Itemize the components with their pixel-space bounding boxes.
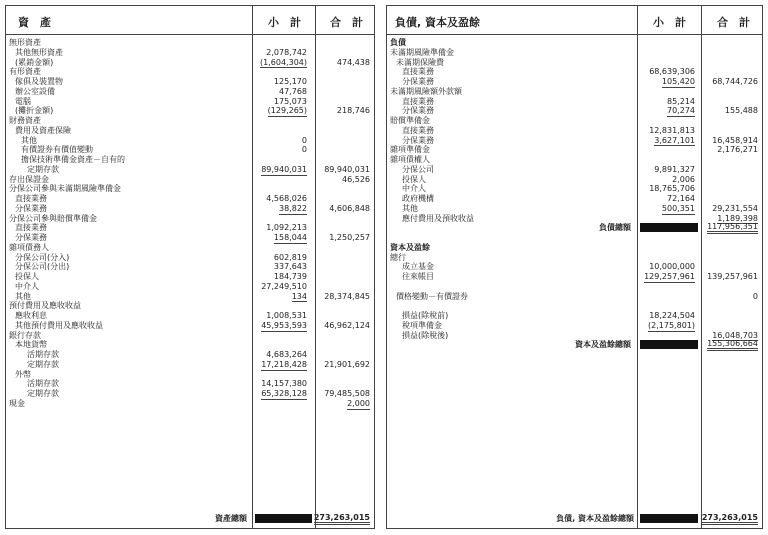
left-row	[6, 389, 374, 399]
row-label: 分保公司(分出)	[15, 262, 70, 272]
right-row	[387, 126, 762, 136]
row-label: 活期存款	[27, 379, 59, 389]
left-row	[6, 116, 374, 126]
row-label: 其他	[21, 135, 37, 145]
row-label: 總行	[390, 252, 406, 262]
assets-total-label: 資產總額	[215, 514, 247, 523]
left-row	[6, 233, 374, 243]
assets-header	[6, 6, 374, 35]
row-subtotal: 12,831,813	[649, 125, 695, 135]
row-subtotal: (2,175,801)	[648, 320, 695, 330]
row-subtotal: 129,257,961	[644, 272, 695, 281]
row-label: 傢俱及裝置物	[15, 77, 63, 86]
row-subtotal: 2,078,742	[266, 47, 307, 57]
right-row	[387, 311, 762, 321]
row-label: 銀行存款	[9, 330, 41, 340]
row-total: 28,374,845	[324, 291, 370, 301]
row-label: 其他無形資產	[15, 47, 63, 57]
right-row	[387, 155, 762, 165]
left-row	[6, 292, 374, 302]
left-row	[6, 77, 374, 87]
row-label: 現金	[9, 398, 25, 408]
right-row	[387, 48, 762, 58]
right-row	[387, 58, 762, 68]
row-total: 2,176,271	[717, 145, 758, 155]
left-row	[6, 262, 374, 272]
right-row	[387, 194, 762, 204]
row-subtotal: 2,006	[672, 174, 695, 184]
row-subtotal: 65,328,128	[261, 389, 307, 398]
left-row	[6, 311, 374, 321]
row-label: 無形資產	[9, 38, 41, 47]
left-row	[6, 58, 374, 68]
row-label: 資本及盈餘	[390, 242, 430, 252]
row-subtotal: 14,157,380	[261, 379, 307, 389]
right-row	[387, 87, 762, 97]
left-row	[6, 379, 374, 389]
row-subtotal: 4,568,026	[266, 194, 307, 203]
left-row	[6, 165, 374, 175]
row-label: 其他預付費用及應收收益	[15, 320, 103, 330]
row-label: 價格變動－有價證券	[396, 291, 468, 301]
row-label: 未滿期保險費	[396, 57, 444, 67]
row-label: 擔保技術準備金資產－自有的	[21, 155, 125, 164]
right-row	[387, 214, 762, 224]
row-subtotal: (129,265)	[267, 106, 307, 116]
left-row	[6, 48, 374, 58]
row-subtotal: 68,639,306	[649, 67, 695, 77]
liabilities-rows	[387, 38, 762, 350]
right-row	[387, 204, 762, 214]
right-row	[387, 282, 762, 292]
row-subtotal: 45,953,593	[261, 320, 307, 330]
liabilities-footer	[387, 513, 762, 524]
row-label: 稅項準備金	[402, 320, 442, 330]
row-subtotal: 158,044	[273, 233, 307, 242]
right-row	[387, 340, 762, 350]
row-label: 中介人	[15, 281, 39, 291]
row-label: 未滿期風險額外款額	[390, 86, 462, 96]
row-total: 29,231,554	[712, 203, 758, 213]
row-label: 損益(除稅後)	[402, 330, 449, 340]
right-row	[387, 321, 762, 331]
left-row	[6, 194, 374, 204]
row-label: 直接業務	[402, 67, 434, 77]
left-row	[6, 282, 374, 292]
row-total: 218,746	[336, 106, 370, 116]
left-row	[6, 126, 374, 136]
row-label: 分保公司(分入)	[15, 252, 70, 262]
right-row	[387, 97, 762, 107]
row-label: 存出保證金	[9, 174, 49, 184]
row-label: 分保公司參與賠償準備金	[9, 213, 97, 223]
left-row	[6, 67, 374, 77]
liabilities-header	[387, 6, 762, 35]
row-label: 其他	[15, 291, 31, 301]
row-label: 直接業務	[15, 194, 47, 203]
row-label: 分保業務	[402, 106, 434, 116]
right-row	[387, 175, 762, 185]
row-label: 中介人	[402, 184, 426, 194]
left-row	[6, 106, 374, 116]
left-row	[6, 321, 374, 331]
row-total: 1,250,257	[329, 233, 370, 242]
assets-rows	[6, 38, 374, 409]
right-row	[387, 136, 762, 146]
row-subtotal: 38,822	[279, 203, 307, 213]
row-total: 0	[752, 291, 758, 301]
left-row	[6, 360, 374, 370]
row-label: 直接業務	[15, 223, 47, 233]
row-label: 電腦	[15, 96, 31, 106]
row-label: 活期存款	[27, 350, 59, 359]
right-row	[387, 165, 762, 175]
left-row	[6, 97, 374, 107]
row-total: 1,189,398	[717, 213, 758, 223]
row-label: 本地貨幣	[15, 340, 47, 350]
row-label: (攤折金額)	[15, 106, 54, 116]
assets-header-subtotal: 小 計	[268, 16, 301, 29]
row-subtotal: 9,891,327	[654, 164, 695, 174]
row-subtotal: 184,739	[273, 272, 307, 281]
row-subtotal: 27,249,510	[261, 281, 307, 291]
right-row	[387, 292, 762, 302]
left-row	[6, 155, 374, 165]
right-row	[387, 38, 762, 48]
row-subtotal: 70,274	[667, 106, 695, 116]
left-row	[6, 253, 374, 263]
liabilities-header-item: 負債, 資本及盈餘	[395, 16, 481, 29]
left-row	[6, 350, 374, 360]
right-row	[387, 233, 762, 243]
row-subtotal: 0	[301, 135, 307, 145]
row-total: 68,744,726	[712, 77, 758, 86]
row-label: 應付費用及預收收益	[402, 213, 474, 223]
row-subtotal: 10,000,000	[649, 262, 695, 272]
row-label: 外幣	[15, 369, 31, 379]
left-row	[6, 145, 374, 155]
row-total: 46,962,124	[324, 320, 370, 330]
right-row	[387, 116, 762, 126]
row-label: 定期存款	[27, 359, 59, 369]
row-label: 未滿期風險準備金	[390, 47, 454, 57]
row-total: 46,526	[342, 174, 370, 184]
row-label: 定期存款	[27, 389, 59, 398]
row-label: 賠償準備金	[390, 116, 430, 125]
row-label: 預付費用及應收收益	[9, 301, 81, 311]
row-subtotal: 89,940,031	[261, 164, 307, 174]
row-label: 政府機構	[402, 194, 434, 203]
right-row	[387, 145, 762, 155]
row-subtotal: 4,683,264	[266, 350, 307, 359]
row-label: 辦公室設備	[15, 86, 55, 96]
assets-header-item: 資 產	[18, 16, 51, 29]
left-row	[6, 243, 374, 253]
row-label: 成立基金	[402, 262, 434, 272]
right-row	[387, 253, 762, 263]
row-label: 往來帳目	[402, 272, 434, 281]
row-subtotal: 125,170	[273, 77, 307, 86]
assets-footer	[6, 513, 374, 524]
row-total: 16,458,914	[712, 135, 758, 145]
row-subtotal: 1,092,213	[266, 223, 307, 233]
left-row	[6, 370, 374, 380]
right-row	[387, 223, 762, 233]
row-label: 定期存款	[27, 164, 59, 174]
row-label: 雜項債務人	[9, 242, 49, 252]
left-row	[6, 184, 374, 194]
right-row	[387, 77, 762, 87]
row-subtotal: 337,643	[273, 262, 307, 272]
row-label: (累銷金額)	[15, 57, 54, 67]
assets-header-total: 合 計	[330, 16, 363, 29]
right-row	[387, 262, 762, 272]
row-label: 財務資產	[9, 116, 41, 125]
left-row	[6, 340, 374, 350]
row-label: 分保公司	[402, 164, 434, 174]
row-label: 資本及盈餘總額	[575, 340, 631, 350]
left-row	[6, 331, 374, 341]
row-label: 其他	[402, 203, 418, 213]
row-subtotal: 3,627,101	[654, 135, 695, 145]
row-label: 直接業務	[402, 125, 434, 135]
row-label: 負債總額	[599, 223, 631, 233]
row-label: 分保業務	[15, 233, 47, 242]
row-total: 4,606,848	[329, 203, 370, 213]
row-total: 2,000	[347, 398, 370, 408]
row-label: 投保人	[402, 174, 426, 184]
row-label: 分保業務	[402, 135, 434, 145]
row-total: 139,257,961	[707, 272, 758, 281]
row-subtotal: 18,765,706	[649, 184, 695, 194]
right-row	[387, 331, 762, 341]
row-label: 分保業務	[402, 77, 434, 86]
left-row	[6, 272, 374, 282]
row-subtotal: 18,224,504	[649, 311, 695, 320]
row-subtotal: 72,164	[667, 194, 695, 203]
row-total: 474,438	[336, 57, 370, 67]
assets-panel	[5, 5, 375, 529]
row-label: 有形資產	[9, 67, 41, 77]
row-subtotal: 500,351	[661, 203, 695, 213]
left-row	[6, 87, 374, 97]
row-subtotal: 1,008,531	[266, 311, 307, 320]
row-label: 分保業務	[15, 203, 47, 213]
row-subtotal: 105,420	[661, 77, 695, 86]
left-row	[6, 38, 374, 48]
row-label: 投保人	[15, 272, 39, 281]
row-subtotal: 47,768	[279, 86, 307, 96]
left-row	[6, 301, 374, 311]
row-label: 分保公司參與未滿期風險準備金	[9, 184, 121, 194]
row-subtotal: 17,218,428	[261, 359, 307, 369]
left-row	[6, 204, 374, 214]
liabilities-header-subtotal: 小 計	[653, 16, 686, 29]
row-total: 117,956,351	[707, 223, 758, 234]
liabilities-panel	[386, 5, 763, 529]
row-subtotal: 175,073	[273, 96, 307, 106]
left-row	[6, 223, 374, 233]
left-row	[6, 214, 374, 224]
right-row	[387, 184, 762, 194]
right-row	[387, 301, 762, 311]
right-row	[387, 67, 762, 77]
row-label: 損益(除稅前)	[402, 311, 449, 320]
right-row	[387, 243, 762, 253]
row-subtotal: 134	[291, 291, 307, 301]
row-total: 79,485,508	[324, 389, 370, 398]
row-label: 費用及資產保險	[15, 125, 71, 135]
right-row	[387, 272, 762, 282]
row-total: 21,901,692	[324, 359, 370, 369]
row-label: 直接業務	[402, 96, 434, 106]
liabilities-total-label: 負債, 資本及盈餘總額	[556, 514, 634, 523]
row-label: 雜項債權人	[390, 155, 430, 164]
right-row	[387, 106, 762, 116]
row-total: 155,488	[724, 106, 758, 116]
row-subtotal: 85,214	[667, 96, 695, 106]
row-label: 雜項準備金	[390, 145, 430, 155]
row-total: 155,306,664	[707, 340, 758, 351]
row-total: 89,940,031	[324, 164, 370, 174]
row-subtotal: (1,604,304)	[260, 57, 307, 67]
row-label: 應收利息	[15, 311, 47, 320]
liabilities-total-value: 273,263,015	[702, 513, 758, 525]
row-total: 16,048,703	[712, 330, 758, 340]
row-label: 有價證券有價值變動	[21, 145, 93, 155]
assets-total-value: 273,263,015	[314, 513, 370, 525]
row-subtotal: 0	[301, 145, 307, 155]
row-label: 負債	[390, 38, 406, 47]
row-subtotal: 602,819	[273, 252, 307, 262]
left-row	[6, 136, 374, 146]
left-row	[6, 175, 374, 185]
liabilities-header-total: 合 計	[717, 16, 750, 29]
left-row	[6, 399, 374, 409]
